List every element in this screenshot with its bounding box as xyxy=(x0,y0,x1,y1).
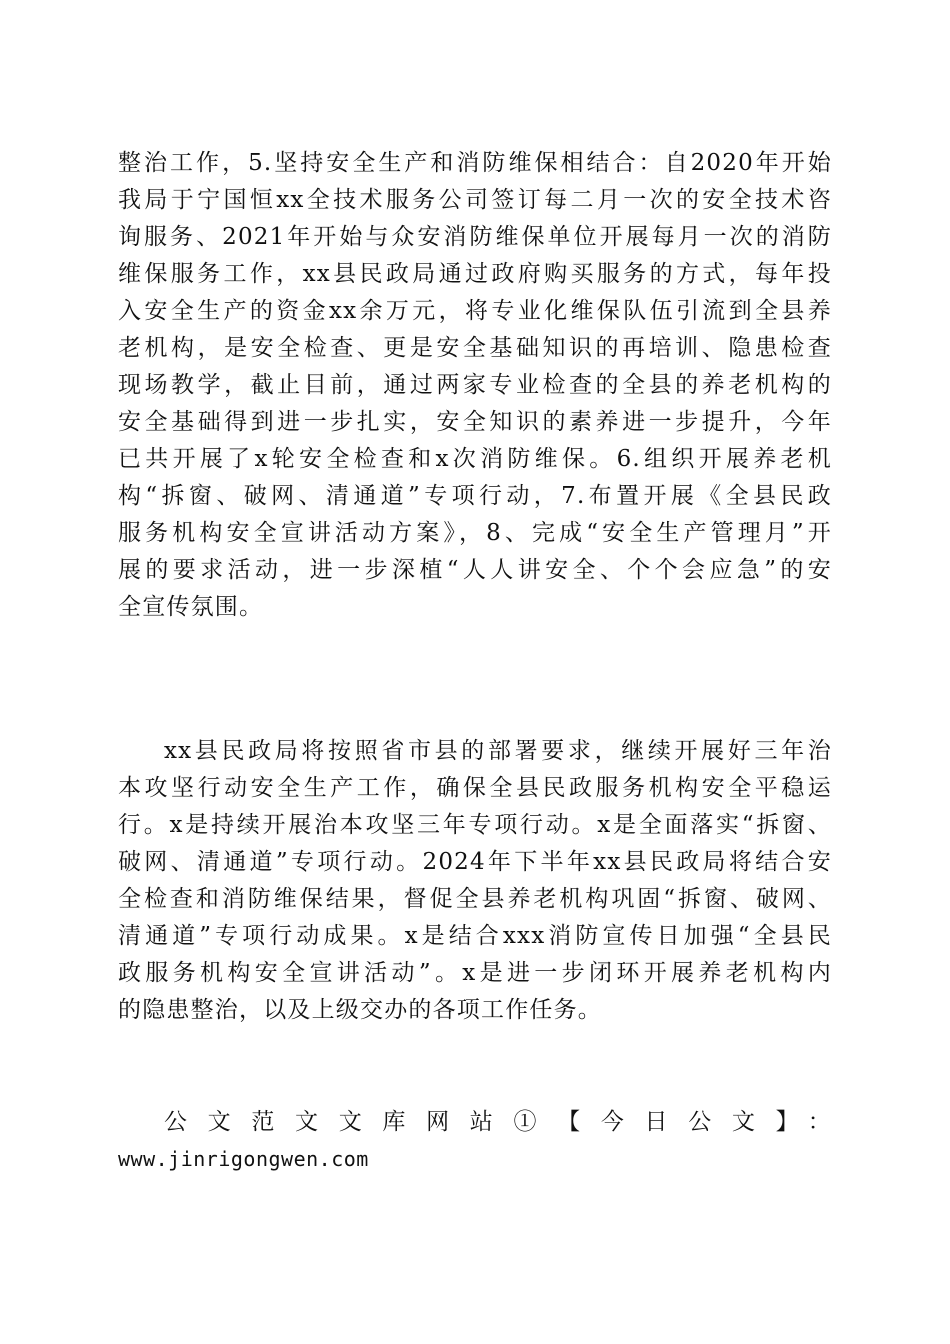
text-line: 构“拆窗、破网、清通道”专项行动，7.布置开展《全县民政 xyxy=(118,483,832,509)
text-line: 老机构，是安全检查、更是安全基础知识的再培训、隐患检查 xyxy=(118,335,832,361)
text-line: 全宣传氛围。 xyxy=(118,594,264,620)
text-line: 展的要求活动，进一步深植“人人讲安全、个个会应急”的安 xyxy=(118,557,832,583)
text-line: 全检查和消防维保结果，督促全县养老机构巩固“拆窗、破网、 xyxy=(118,886,832,912)
footer-source xyxy=(118,1104,832,1178)
text-line: 安全基础得到进一步扎实，安全知识的素养进一步提升，今年 xyxy=(118,409,832,435)
text-line: 的隐患整治，以及上级交办的各项工作任务。 xyxy=(118,997,602,1023)
footer-site-name: 公文范文文库网站①【今日公文】： xyxy=(164,1109,832,1135)
text-line: 本攻坚行动安全生产工作，确保全县民政服务机构安全平稳运 xyxy=(118,775,832,801)
text-line: 现场教学，截止目前，通过两家专业检查的全县的养老机构的 xyxy=(118,372,832,398)
text-line: 服务机构安全宣讲活动方案》，8、完成“安全生产管理月”开 xyxy=(118,520,832,546)
footer-url[interactable]: www.jinrigongwen.com xyxy=(118,1147,369,1171)
text-line: 行。x是持续开展治本攻坚三年专项行动。x是全面落实“拆窗、 xyxy=(118,812,832,838)
text-line: 已共开展了x轮安全检查和x次消防维保。6.组织开展养老机 xyxy=(118,446,832,472)
text-line: 我局于宁国恒xx全技术服务公司签订每二月一次的安全技术咨 xyxy=(118,187,832,213)
paragraph-safety-work xyxy=(118,145,832,626)
text-line: xx县民政局将按照省市县的部署要求，继续开展好三年治 xyxy=(164,738,832,764)
text-line: 入安全生产的资金xx余万元，将专业化维保队伍引流到全县养 xyxy=(118,298,832,324)
paragraph-future-plan xyxy=(118,733,832,1029)
text-line: 清通道”专项行动成果。x是结合xxx消防宣传日加强“全县民 xyxy=(118,923,832,949)
text-line: 维保服务工作，xx县民政局通过政府购买服务的方式，每年投 xyxy=(118,261,832,287)
text-line: 整治工作，5.坚持安全生产和消防维保相结合：自2020年开始 xyxy=(118,150,832,176)
text-line: 破网、清通道”专项行动。2024年下半年xx县民政局将结合安 xyxy=(118,849,832,875)
text-line: 政服务机构安全宣讲活动”。x是进一步闭环开展养老机构内 xyxy=(118,960,832,986)
text-line: 询服务、2021年开始与众安消防维保单位开展每月一次的消防 xyxy=(118,224,832,250)
